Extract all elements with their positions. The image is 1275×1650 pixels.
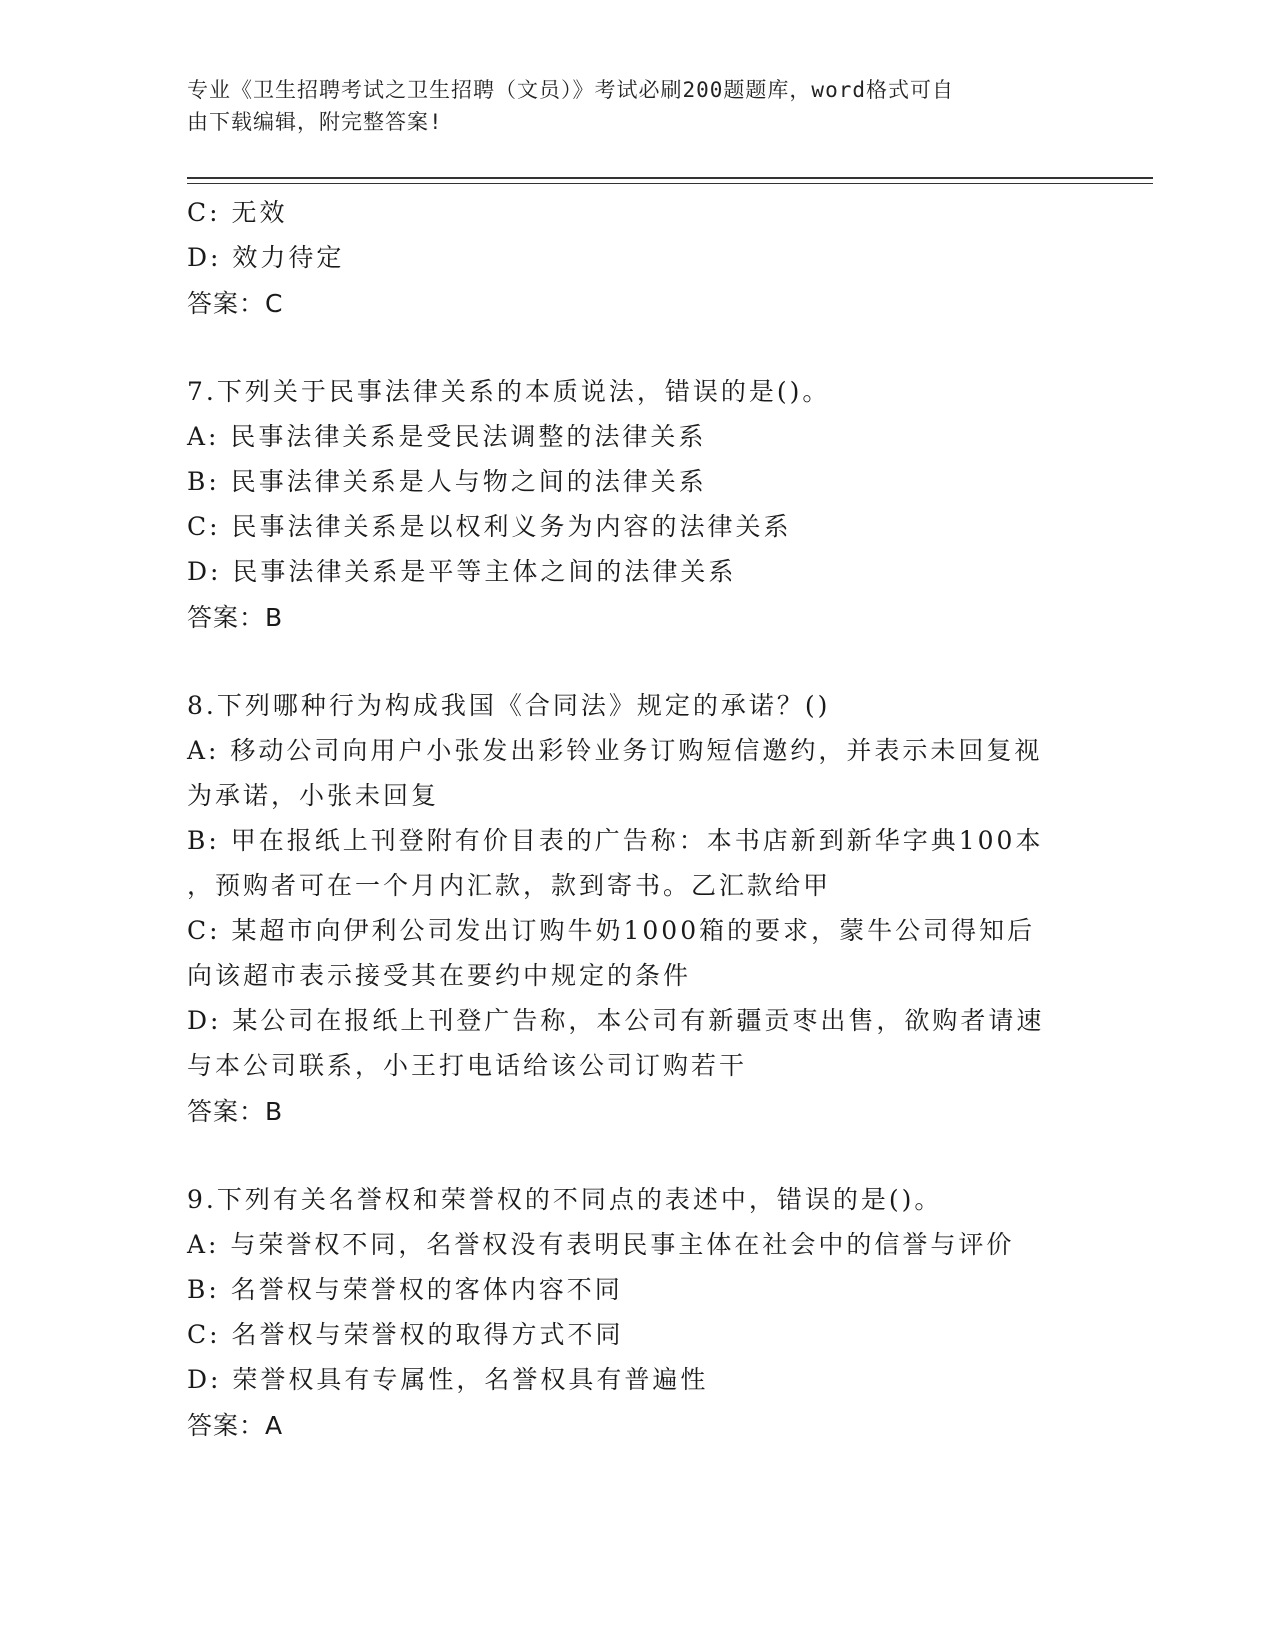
previous-question-tail	[187, 190, 1087, 327]
question-9	[187, 1177, 1087, 1449]
option-a: A: 与荣誉权不同，名誉权没有表明民事主体在社会中的信誉与评价	[187, 1230, 1015, 1259]
option-c: C: 名誉权与荣誉权的取得方式不同	[187, 1320, 624, 1349]
answer-line: 答案：C	[187, 289, 284, 318]
header-line-1: 专业《卫生招聘考试之卫生招聘（文员）》考试必刷200题题库，word格式可自	[187, 78, 954, 102]
answer-line: 答案：B	[187, 603, 284, 632]
option-b: B: 民事法律关系是人与物之间的法律关系	[187, 467, 707, 496]
option-a: A: 民事法律关系是受民法调整的法律关系	[187, 422, 707, 451]
option-d: D: 民事法律关系是平等主体之间的法律关系	[187, 557, 737, 586]
header-rule-thin	[187, 183, 1153, 184]
question-8	[187, 683, 1087, 1135]
option-a-continued: 为承诺，小张未回复	[187, 781, 440, 810]
option-a: A: 移动公司向用户小张发出彩铃业务订购短信邀约，并表示未回复视	[187, 736, 1043, 765]
question-stem: 7.下列关于民事法律关系的本质说法，错误的是()。	[187, 377, 831, 406]
question-stem: 8.下列哪种行为构成我国《合同法》规定的承诺？()	[187, 691, 831, 720]
option-d: D: 效力待定	[187, 243, 345, 272]
header-rule-thick	[187, 177, 1153, 179]
question-stem: 9.下列有关名誉权和荣誉权的不同点的表述中，错误的是()。	[187, 1185, 943, 1214]
option-b-continued: ，预购者可在一个月内汇款，款到寄书。乙汇款给甲	[187, 871, 832, 900]
option-b: B: 名誉权与荣誉权的客体内容不同	[187, 1275, 623, 1304]
header-line-2: 由下载编辑，附完整答案!	[187, 110, 443, 134]
option-c: C: 无效	[187, 198, 288, 227]
document-header	[187, 74, 1067, 138]
option-c-continued: 向该超市表示接受其在要约中规定的条件	[187, 961, 692, 990]
answer-line: 答案：A	[187, 1411, 284, 1440]
option-c: C: 某超市向伊利公司发出订购牛奶1000箱的要求，蒙牛公司得知后	[187, 916, 1036, 945]
question-7	[187, 369, 1087, 641]
document-body	[187, 190, 1087, 1449]
option-d: D: 荣誉权具有专属性，名誉权具有普遍性	[187, 1365, 709, 1394]
answer-line: 答案：B	[187, 1097, 284, 1126]
option-c: C: 民事法律关系是以权利义务为内容的法律关系	[187, 512, 792, 541]
option-d: D: 某公司在报纸上刊登广告称，本公司有新疆贡枣出售，欲购者请速	[187, 1006, 1045, 1035]
option-d-continued: 与本公司联系，小王打电话给该公司订购若干	[187, 1051, 748, 1080]
option-b: B: 甲在报纸上刊登附有价目表的广告称：本书店新到新华字典100本	[187, 826, 1044, 855]
